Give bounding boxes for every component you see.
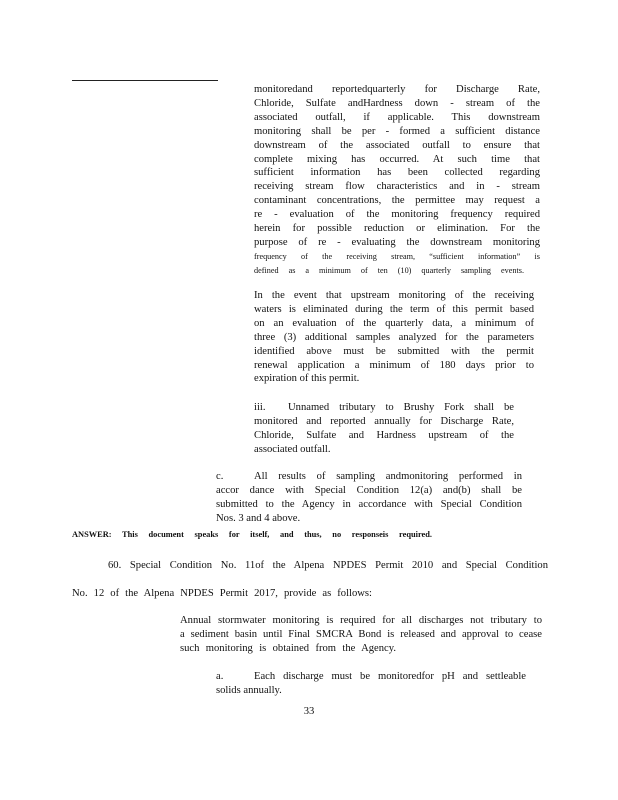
text-line: purpose of re - evaluating the downstream monitoring	[254, 236, 540, 248]
text-line: waters is eliminated during the term of this permit based	[254, 303, 534, 315]
upstream-monitoring-paragraph	[254, 289, 534, 386]
text-line: herein for possible reduction or elimination. For the	[254, 223, 540, 235]
text-line: contaminant concentrations, the permittee may request a	[254, 195, 540, 207]
list-marker: a.	[216, 671, 224, 682]
text-line: monitoredand reportedquarterly for Discharge Rate,	[254, 84, 540, 95]
list-item-iii	[254, 401, 514, 457]
text-line: Chloride, Sulfate andHardness down - stream of the	[254, 97, 540, 109]
footnote-separator-rule	[72, 80, 218, 81]
page-number: 33	[303, 706, 315, 717]
answer-paragraph	[72, 528, 432, 542]
text-line: complete mixing has occurred. At such time that	[254, 153, 540, 165]
text-line: three (3) additional samples analyzed for the parameters	[254, 331, 534, 343]
paragraph-60	[72, 559, 548, 573]
list-marker: c.	[216, 471, 224, 482]
text-line: Unnamed tributary to Brushy Fork shall be	[288, 402, 514, 413]
text-line: expiration of this permit.	[254, 373, 360, 385]
text-line: Nos. 3 and 4 above.	[216, 512, 301, 524]
text-line: Chloride, Sulfate and Hardness upstream of the	[254, 429, 514, 441]
text-line: receiving stream flow characteristics and in - stream	[254, 181, 540, 193]
text-line: frequency of the receiving stream, “sufficient information” is	[254, 251, 540, 261]
text-line: identified above must be submitted with the permit	[254, 345, 534, 357]
paragraph-60-cont	[72, 587, 372, 601]
condition-text-block	[254, 83, 540, 278]
text-line: Annual stormwater monitoring is required for all discharges not tributary to	[180, 615, 542, 626]
text-line: downstream of the associated outfall to ensure that	[254, 139, 540, 151]
text-line: All results of sampling andmonitoring performed in	[254, 471, 522, 482]
text-line: a sediment basin until Final SMCRA Bond is released and approval to cease	[180, 628, 542, 640]
text-line: Each discharge must be monitoredfor pH and settleable	[254, 671, 526, 682]
answer-text: ANSWER: This document speaks for itself, and thus, no responseis required.	[72, 530, 432, 539]
text-line: such monitoring is obtained from the Agency.	[180, 642, 396, 654]
list-item-c	[216, 470, 522, 526]
text-line: monitoring shall be per - formed a sufficient distance	[254, 125, 540, 137]
text-line: 60. Special Condition No. 11of the Alpena NPDES Permit 2010 and Special Condition	[108, 560, 548, 571]
text-line: re - evaluation of the monitoring frequency required	[254, 209, 540, 221]
text-line: solids annually.	[216, 684, 282, 696]
list-item-a	[216, 670, 526, 698]
text-line: In the event that upstream monitoring of the receiving	[254, 290, 534, 301]
text-line: associated outfall, if applicable. This downstream	[254, 111, 540, 123]
text-line: on an evaluation of the quarterly data, a minimum of	[254, 317, 534, 329]
text-line: associated outfall.	[254, 443, 331, 455]
quoted-condition-block	[180, 614, 542, 656]
text-line: accor dance with Special Condition 12(a) and(b) shall be	[216, 484, 522, 496]
text-line: defined as a minimum of ten (10) quarterly sampling events.	[254, 265, 524, 275]
text-line: submitted to the Agency in accordance with Special Condition	[216, 498, 522, 510]
text-line: renewal application a minimum of 180 days prior to	[254, 359, 534, 371]
text-line: monitored and reported annually for Discharge Rate,	[254, 415, 514, 427]
text-line: sufficient information has been collected regarding	[254, 167, 540, 179]
text-line: No. 12 of the Alpena NPDES Permit 2017, provide as follows:	[72, 588, 372, 599]
list-marker: iii.	[254, 402, 266, 413]
